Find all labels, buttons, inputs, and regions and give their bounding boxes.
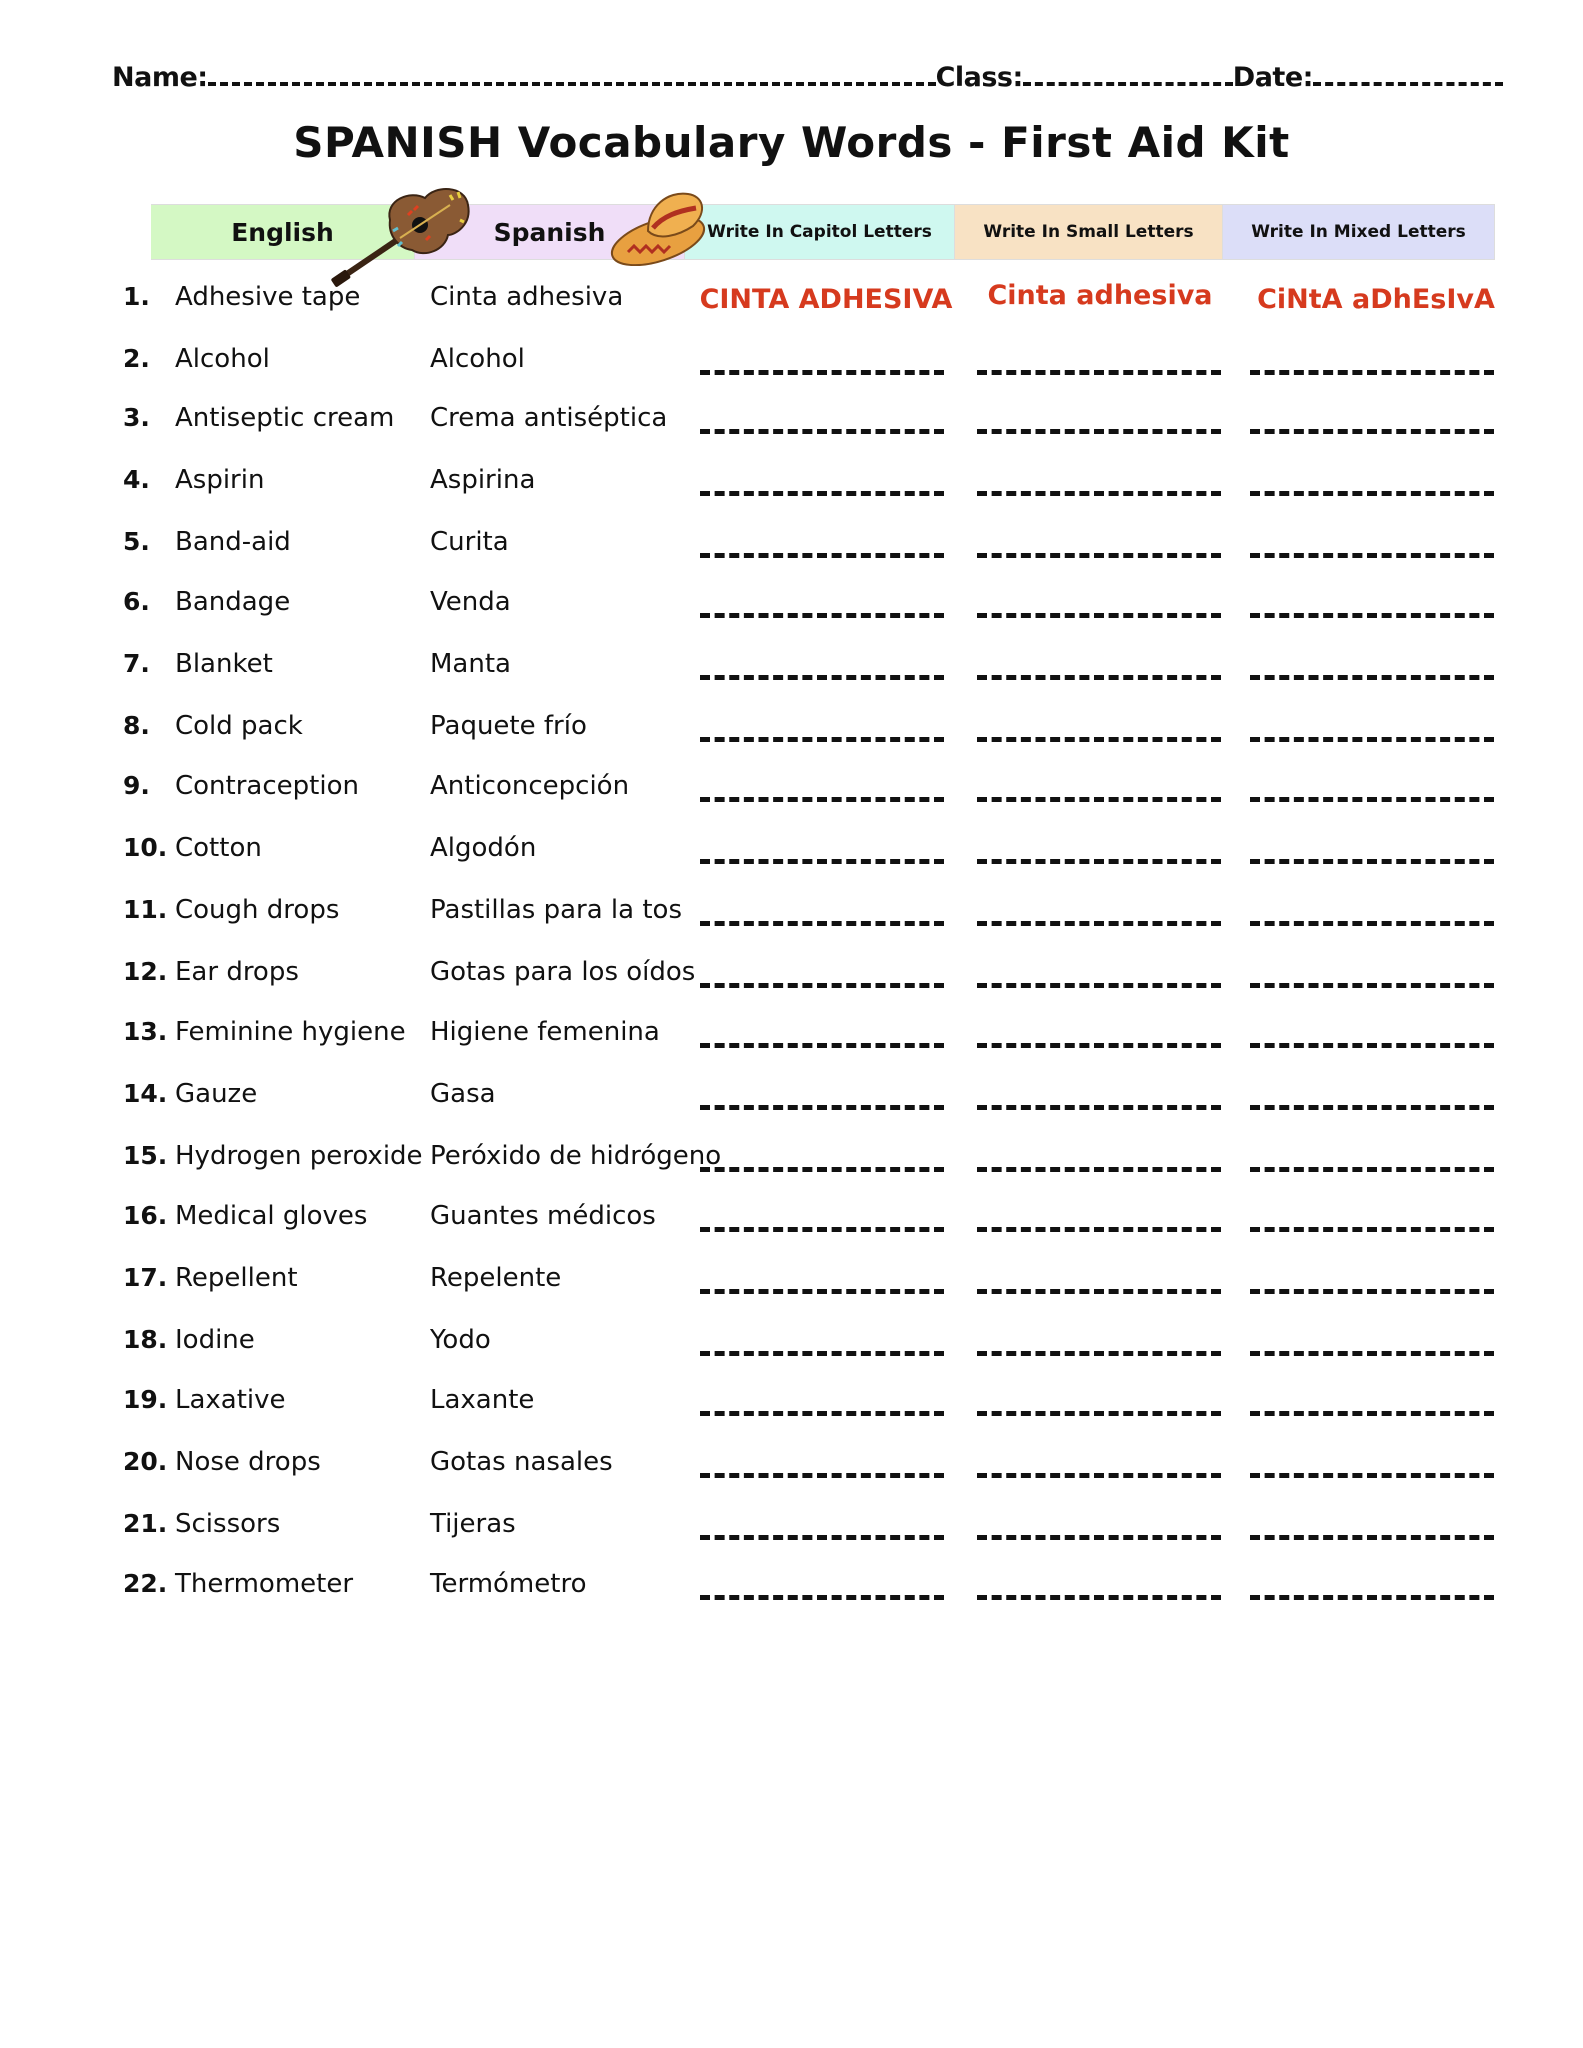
english-word: Aspirin (175, 465, 265, 495)
page-title: SPANISH Vocabulary Words - First Aid Kit (293, 118, 1290, 167)
row-number: 7. (123, 649, 150, 678)
english-word: Contraception (175, 771, 359, 801)
spanish-word: Venda (430, 587, 511, 617)
example-capital: CINTA ADHESIVA (699, 284, 953, 315)
answer-mixed[interactable] (1250, 1289, 1494, 1294)
answer-mixed[interactable] (1250, 737, 1494, 742)
row-number: 22. (123, 1569, 168, 1598)
answer-capital[interactable] (700, 553, 944, 558)
spanish-word: Termómetro (430, 1569, 587, 1599)
spanish-word: Guantes médicos (430, 1201, 656, 1231)
english-word: Repellent (175, 1263, 298, 1293)
answer-small[interactable] (977, 1473, 1221, 1478)
row-number: 6. (123, 587, 150, 616)
row-number: 14. (123, 1079, 168, 1108)
word-row (0, 1263, 1583, 1303)
word-row (0, 895, 1583, 935)
answer-mixed[interactable] (1250, 613, 1494, 618)
spanish-word: Higiene femenina (430, 1017, 660, 1047)
answer-small[interactable] (977, 1595, 1221, 1600)
spanish-word: Anticoncepción (430, 771, 630, 801)
row-number: 20. (123, 1447, 168, 1476)
english-word: Feminine hygiene (175, 1017, 406, 1047)
word-row (0, 1017, 1583, 1057)
row-number: 4. (123, 465, 150, 494)
word-row (0, 1141, 1583, 1181)
word-row (0, 587, 1583, 627)
answer-small[interactable] (977, 613, 1221, 618)
answer-small[interactable] (977, 1411, 1221, 1416)
class-field[interactable] (1023, 62, 1233, 86)
answer-small[interactable] (977, 797, 1221, 802)
header-english-label: English (231, 217, 334, 247)
spanish-word: Tijeras (430, 1509, 516, 1539)
row-number: 2. (123, 344, 150, 373)
header-mixed (1223, 205, 1495, 259)
english-word: Hydrogen peroxide (175, 1141, 423, 1171)
word-row (0, 1569, 1583, 1609)
answer-small[interactable] (977, 1535, 1221, 1540)
spanish-word: Pastillas para la tos (430, 895, 682, 925)
answer-capital[interactable] (700, 859, 944, 864)
english-word: Blanket (175, 649, 273, 679)
answer-mixed[interactable] (1250, 1535, 1494, 1540)
answer-mixed[interactable] (1250, 1595, 1494, 1600)
word-row (0, 833, 1583, 873)
answer-mixed[interactable] (1250, 553, 1494, 558)
english-word: Iodine (175, 1325, 255, 1355)
answer-small[interactable] (977, 1105, 1221, 1110)
answer-mixed[interactable] (1250, 921, 1494, 926)
spanish-word: Algodón (430, 833, 537, 863)
answer-capital[interactable] (700, 1595, 944, 1600)
word-row (0, 1079, 1583, 1119)
row-number: 17. (123, 1263, 168, 1292)
answer-capital[interactable] (700, 1535, 944, 1540)
answer-small[interactable] (977, 921, 1221, 926)
answer-mixed[interactable] (1250, 675, 1494, 680)
spanish-word: Gotas para los oídos (430, 957, 696, 987)
sombrero-icon (608, 186, 718, 266)
answer-mixed[interactable] (1250, 429, 1494, 434)
answer-mixed[interactable] (1250, 491, 1494, 496)
answer-capital[interactable] (700, 491, 944, 496)
answer-capital[interactable] (700, 737, 944, 742)
word-row (0, 711, 1583, 751)
spanish-word: Yodo (430, 1325, 491, 1355)
student-info-line (112, 62, 1492, 102)
row-number: 12. (123, 957, 168, 986)
english-word: Thermometer (175, 1569, 354, 1599)
answer-capital[interactable] (700, 1351, 944, 1356)
answer-mixed[interactable] (1250, 983, 1494, 988)
spanish-word: Alcohol (430, 344, 525, 374)
spanish-word: Manta (430, 649, 511, 679)
english-word: Antiseptic cream (175, 403, 395, 433)
row-number: 19. (123, 1385, 168, 1414)
english-word: Nose drops (175, 1447, 321, 1477)
answer-small[interactable] (977, 1289, 1221, 1294)
english-word: Band-aid (175, 527, 291, 557)
word-row (0, 1201, 1583, 1241)
english-word: Cough drops (175, 895, 340, 925)
word-row (0, 1385, 1583, 1425)
row-number: 8. (123, 711, 150, 740)
answer-small[interactable] (977, 1227, 1221, 1232)
spanish-word: Repelente (430, 1263, 562, 1293)
answer-small[interactable] (977, 1351, 1221, 1356)
answer-capital[interactable] (700, 429, 944, 434)
answer-mixed[interactable] (1250, 1351, 1494, 1356)
english-word: Gauze (175, 1079, 258, 1109)
spanish-word: Crema antiséptica (430, 403, 668, 433)
row-number: 18. (123, 1325, 168, 1354)
english-word: Cold pack (175, 711, 303, 741)
row-number: 15. (123, 1141, 168, 1170)
answer-small[interactable] (977, 675, 1221, 680)
answer-capital[interactable] (700, 1227, 944, 1232)
answer-mixed[interactable] (1250, 1167, 1494, 1172)
answer-capital[interactable] (700, 1411, 944, 1416)
answer-mixed[interactable] (1250, 1473, 1494, 1478)
answer-small[interactable] (977, 370, 1221, 375)
answer-capital[interactable] (700, 370, 944, 375)
row-number: 10. (123, 833, 168, 862)
spanish-word: Laxante (430, 1385, 535, 1415)
answer-capital[interactable] (700, 1473, 944, 1478)
english-word: Adhesive tape (175, 282, 361, 312)
spanish-word: Curita (430, 527, 509, 557)
row-number: 1. (123, 282, 150, 311)
row-number: 11. (123, 895, 168, 924)
answer-small[interactable] (977, 553, 1221, 558)
answer-mixed[interactable] (1250, 1227, 1494, 1232)
answer-capital[interactable] (700, 921, 944, 926)
answer-capital[interactable] (700, 1105, 944, 1110)
english-word: Laxative (175, 1385, 286, 1415)
answer-mixed[interactable] (1250, 370, 1494, 375)
answer-small[interactable] (977, 859, 1221, 864)
word-row (0, 1325, 1583, 1365)
answer-mixed[interactable] (1250, 1411, 1494, 1416)
guitar-icon (330, 180, 480, 290)
example-small: Cinta adhesiva (987, 280, 1213, 311)
name-field[interactable] (208, 62, 936, 86)
row-number: 3. (123, 403, 150, 432)
word-row (0, 1447, 1583, 1487)
answer-mixed[interactable] (1250, 1043, 1494, 1048)
header-spanish-label: Spanish (493, 217, 606, 247)
english-word: Scissors (175, 1509, 281, 1539)
word-row (0, 771, 1583, 811)
word-row (0, 282, 1583, 322)
answer-capital[interactable] (700, 983, 944, 988)
english-word: Alcohol (175, 344, 270, 374)
word-row (0, 527, 1583, 567)
english-word: Cotton (175, 833, 262, 863)
example-mixed: CiNtA aDhEsIvA (1257, 284, 1495, 315)
english-word: Medical gloves (175, 1201, 368, 1231)
row-number: 21. (123, 1509, 168, 1538)
word-row (0, 649, 1583, 689)
date-label: Date: (1232, 62, 1313, 93)
spanish-word: Aspirina (430, 465, 536, 495)
answer-capital[interactable] (700, 1043, 944, 1048)
date-field[interactable] (1313, 62, 1503, 86)
english-word: Ear drops (175, 957, 299, 987)
spanish-word: Peróxido de hidrógeno (430, 1141, 722, 1171)
word-row (0, 344, 1583, 384)
answer-capital[interactable] (700, 1167, 944, 1172)
header-capital (685, 205, 955, 259)
word-row (0, 1509, 1583, 1549)
answer-small[interactable] (977, 1167, 1221, 1172)
answer-small[interactable] (977, 491, 1221, 496)
row-number: 9. (123, 771, 150, 800)
answer-small[interactable] (977, 1043, 1221, 1048)
answer-capital[interactable] (700, 675, 944, 680)
word-row (0, 403, 1583, 443)
spanish-word: Gasa (430, 1079, 496, 1109)
answer-mixed[interactable] (1250, 797, 1494, 802)
spanish-word: Cinta adhesiva (430, 282, 624, 312)
answer-small[interactable] (977, 429, 1221, 434)
row-number: 16. (123, 1201, 168, 1230)
header-mixed-label: Write In Mixed Letters (1251, 222, 1466, 242)
name-label: Name: (112, 62, 208, 93)
answer-capital[interactable] (700, 797, 944, 802)
answer-mixed[interactable] (1250, 859, 1494, 864)
word-row (0, 465, 1583, 505)
answer-capital[interactable] (700, 1289, 944, 1294)
header-small (955, 205, 1223, 259)
class-label: Class: (935, 62, 1023, 93)
header-small-label: Write In Small Letters (983, 222, 1194, 242)
spanish-word: Paquete frío (430, 711, 587, 741)
answer-mixed[interactable] (1250, 1105, 1494, 1110)
answer-small[interactable] (977, 737, 1221, 742)
word-row (0, 957, 1583, 997)
row-number: 13. (123, 1017, 168, 1046)
answer-small[interactable] (977, 983, 1221, 988)
header-capital-label: Write In Capitol Letters (707, 222, 932, 242)
spanish-word: Gotas nasales (430, 1447, 613, 1477)
english-word: Bandage (175, 587, 291, 617)
row-number: 5. (123, 527, 150, 556)
answer-capital[interactable] (700, 613, 944, 618)
